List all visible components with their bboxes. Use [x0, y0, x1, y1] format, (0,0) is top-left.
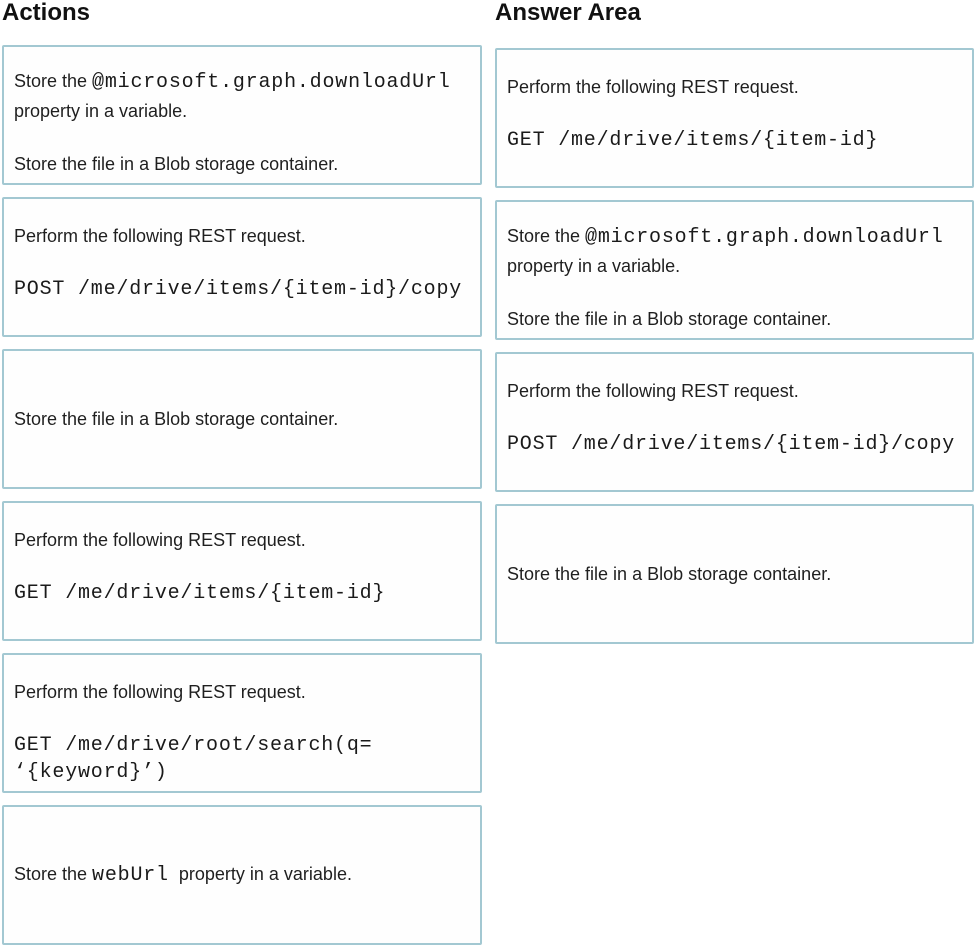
card-text — [14, 223, 470, 250]
code-line: GET /me/drive/items/{item-id} — [14, 582, 386, 605]
text-segment: Perform the following REST request. — [14, 530, 306, 550]
inline-code-text: @microsoft.graph.downloadUrl — [92, 71, 451, 94]
text-segment: Store the — [507, 226, 586, 246]
text-segment: Store the file in a Blob storage container. — [507, 563, 832, 584]
text-segment: property in a variable. — [168, 864, 352, 884]
code-line: GET /me/drive/root/search(q= — [14, 734, 373, 757]
inline-code-text: webUrl — [92, 864, 169, 887]
card-text — [14, 406, 338, 433]
card-text — [507, 378, 962, 405]
text-segment: property in a variable. — [14, 71, 456, 121]
answer-card[interactable] — [495, 504, 974, 644]
text-segment: Store the file in a Blob storage container. — [507, 309, 832, 329]
card-text — [507, 74, 962, 101]
text-segment: Perform the following REST request. — [507, 381, 799, 401]
answer-area-card-list — [495, 48, 974, 656]
text-segment: property in a variable. — [507, 226, 949, 276]
text-segment: Store the file in a Blob storage container. — [14, 408, 339, 429]
text-segment: Store the — [14, 71, 93, 91]
action-card[interactable] — [2, 653, 482, 793]
action-card[interactable] — [2, 501, 482, 641]
text-segment: Perform the following REST request. — [507, 77, 799, 97]
text-segment: Store the — [14, 864, 93, 884]
card-text — [507, 305, 962, 334]
rest-request-code — [14, 580, 470, 607]
rest-request-code — [507, 431, 962, 458]
code-line: POST /me/drive/items/{item-id}/copy — [14, 278, 463, 301]
card-text — [14, 67, 470, 126]
card-text — [14, 527, 470, 554]
answer-area-column — [495, 0, 974, 946]
actions-title: Actions — [2, 0, 91, 26]
text-segment: Store the file in a Blob storage container. — [14, 154, 339, 174]
text-segment: Perform the following REST request. — [14, 226, 306, 246]
actions-column — [2, 0, 482, 946]
action-card[interactable] — [2, 349, 482, 489]
card-text — [14, 679, 470, 706]
rest-request-code — [507, 127, 962, 154]
actions-card-list — [2, 45, 482, 946]
rest-request-code — [14, 276, 470, 303]
card-text — [507, 561, 831, 588]
rest-request-code — [14, 732, 470, 786]
code-line: ‘{keyword}’) — [14, 761, 168, 784]
card-text — [507, 222, 962, 281]
code-line: GET /me/drive/items/{item-id} — [507, 129, 879, 152]
code-line: POST /me/drive/items/{item-id}/copy — [507, 433, 956, 456]
action-card[interactable] — [2, 805, 482, 945]
answer-card[interactable] — [495, 200, 974, 340]
answer-card[interactable] — [495, 48, 974, 188]
card-text — [14, 861, 352, 889]
answer-area-title: Answer Area — [495, 0, 641, 26]
text-segment: Perform the following REST request. — [14, 682, 306, 702]
action-card[interactable] — [2, 197, 482, 337]
answer-card[interactable] — [495, 352, 974, 492]
card-text — [14, 150, 470, 179]
inline-code-text: @microsoft.graph.downloadUrl — [585, 226, 944, 249]
action-card[interactable] — [2, 45, 482, 185]
